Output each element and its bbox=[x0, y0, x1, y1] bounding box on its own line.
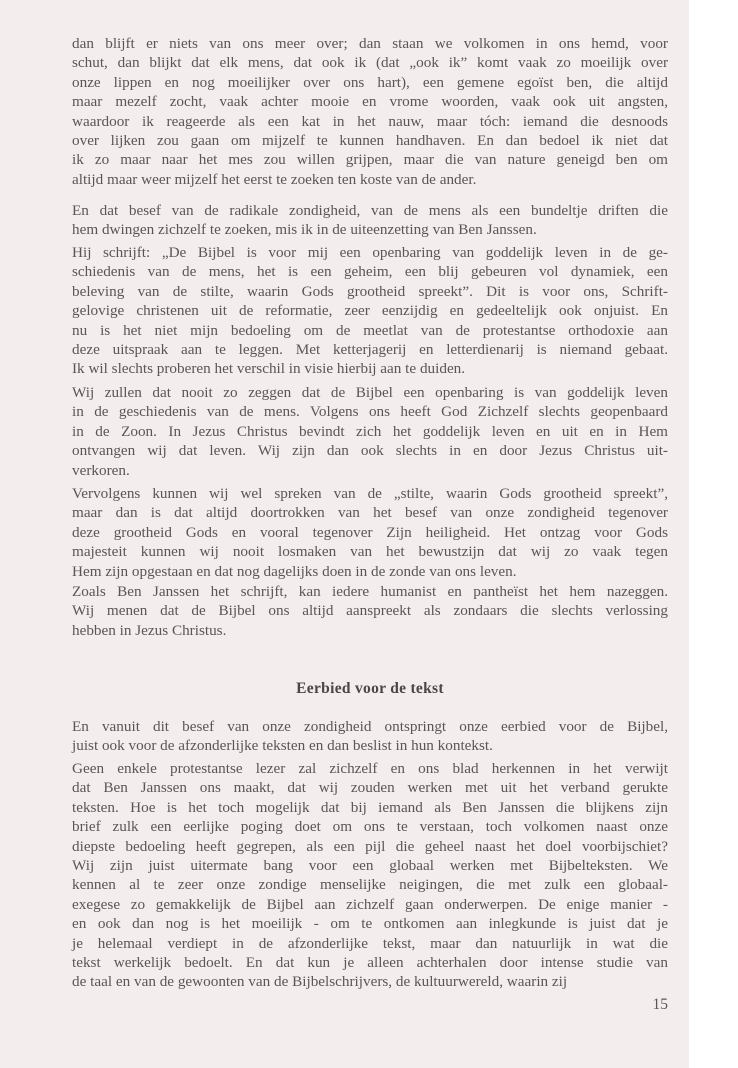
text-line: schiedenis van de mens, het is een geheim, een blij gebeuren vol dynamiek, een bbox=[72, 263, 668, 281]
text-line: Vervolgens kunnen wij wel spreken van de „stilte, waarin Gods grootheid spreekt”, bbox=[72, 485, 668, 502]
text-line: maar mezelf zocht, vaak achter mooie en vrome woorden, vaak ook uit angsten, bbox=[72, 93, 668, 111]
paragraph bbox=[72, 484, 668, 581]
page-number: 15 bbox=[652, 996, 668, 1013]
text-line: over lijken zou gaan om mijzelf te kunnen handhaven. En dan bedoel ik niet dat bbox=[72, 131, 668, 149]
text-line: teksten. Hoe is het toch mogelijk dat bij iemand als Ben Janssen die blijkens zijn bbox=[72, 798, 668, 816]
text-line: beleving van de stilte, waarin Gods grootheid spreekt”. Dit is voor ons, Schrift- bbox=[72, 282, 668, 300]
paragraph bbox=[72, 383, 668, 480]
text-line: in de Zoon. In Jezus Christus bevindt zich het goddelijk leven en uit en in Hem bbox=[72, 422, 668, 440]
text-line: Hem zijn opgestaan en dat nog dagelijks doen in de zonde van ons leven. bbox=[72, 562, 517, 580]
text-line: altijd maar weer mijzelf het eerst te zoeken ten koste van de ander. bbox=[72, 170, 477, 188]
text-line: Wij zijn juist uitermate bang voor een globaal werken met Bijbelteksten. We bbox=[72, 856, 668, 874]
text-line: Zoals Ben Janssen het schrijft, kan iedere humanist en pantheïst het hem nazeggen. bbox=[72, 583, 668, 600]
text-line: Ik wil slechts proberen het verschil in visie hierbij aan te duiden. bbox=[72, 360, 466, 378]
text-line: En vanuit dit besef van onze zondigheid ontspringt onze eerbied voor de Bijbel, bbox=[72, 718, 668, 735]
text-line: diepste bedoeling heeft gegrepen, als een pijl die geheel naast het doel voorbijschiet? bbox=[72, 837, 668, 855]
text-line: maar dan is dat altijd doortrokken van het besef van onze zondigheid tegenover bbox=[72, 504, 668, 522]
text-line: in de geschiedenis van de mens. Volgens ons heeft God Zichzelf slechts geopenbaard bbox=[72, 403, 668, 421]
text-line: Wij menen dat de Bijbel ons altijd aanspreekt als zondaars die slechts verlossing bbox=[72, 602, 668, 620]
text-line: Hij schrijft: „De Bijbel is voor mij een openbaring van goddelijk leven in de ge- bbox=[72, 244, 668, 261]
text-line: nu is het niet mijn bedoeling om de meetlat van de protestantse orthodoxie aan bbox=[72, 321, 668, 339]
paragraph bbox=[72, 717, 668, 756]
text-line: brief zulk een eerlijke poging doet om ons te verstaan, toch volkomen naast onze bbox=[72, 818, 668, 836]
paragraph bbox=[72, 582, 668, 640]
text-line: dat Ben Janssen ons maakt, dat wij zouden werken met uit het verband gerukte bbox=[72, 779, 668, 797]
text-line: hebben in Jezus Christus. bbox=[72, 621, 227, 639]
text-line: schut, dan blijkt dat elk mens, dat ook ik (dat „ook ik” komt vaak zo moeilijk over bbox=[72, 54, 668, 72]
text-line: onze lippen en nog moeilijker over ons hart), een gemene egoïst ben, die altijd bbox=[72, 73, 668, 91]
text-line: kennen al te zeer onze zondige menselijke neigingen, die met zulk een globaal- bbox=[72, 876, 668, 894]
text-line: ontvangen wij dat leven. Wij zijn dan ook slechts in en door Jezus Christus uit- bbox=[72, 442, 668, 460]
text-line: en ook dan nog is het moeilijk - om te ontkomen aan inlegkunde is juist dat je bbox=[72, 915, 668, 933]
section-heading: Eerbied voor de tekst bbox=[296, 680, 444, 697]
text-line: En dat besef van de radikale zondigheid, van de mens als een bundeltje driften die bbox=[72, 202, 668, 219]
text-line: de taal en van de gewoonten van de Bijbelschrijvers, de kultuurwereld, waarin zij bbox=[72, 973, 568, 991]
text-line: ik zo maar naar het mes zou willen grijpen, maar die van nature geneigd ben om bbox=[72, 151, 668, 169]
text-line: Geen enkele protestantse lezer zal zichzelf en ons blad herkennen in het verwijt bbox=[72, 760, 668, 777]
text-line: waardoor ik reageerde als een kat in het nauw, maar tóch: iemand die desnoods bbox=[72, 112, 668, 130]
text-line: je helemaal verdiept in de afzonderlijke tekst, maar dan natuurlijk in wat die bbox=[72, 934, 668, 952]
text-line: majesteit kunnen wij nooit losmaken van het bewustzijn dat wij zo vaak tegen bbox=[72, 543, 668, 561]
text-line: juist ook voor de afzonderlijke teksten en dan beslist in hun kontekst. bbox=[72, 737, 493, 755]
text-line: hem dwingen zichzelf te zoeken, mis ik in de uiteenzetting van Ben Janssen. bbox=[72, 221, 537, 239]
paragraph bbox=[72, 201, 668, 240]
paragraph bbox=[72, 759, 668, 992]
text-line: tekst werkelijk bedoelt. En dat kun je alleen achterhalen door intense studie van bbox=[72, 953, 668, 971]
paragraph bbox=[72, 243, 668, 379]
text-line: deze uitspraak aan te leggen. Met ketterjagerij en letterdienarij is niemand gebaat. bbox=[72, 340, 668, 358]
text-line: verkoren. bbox=[72, 461, 130, 479]
text-line: exegese zo gemakkelijk de Bijbel aan zichzelf gaan onderwerpen. De enige manier - bbox=[72, 895, 668, 913]
text-line: dan blijft er niets van ons meer over; dan staan we volkomen in ons hemd, voor bbox=[72, 35, 668, 52]
text-line: gelovige christenen uit de reformatie, zeer eenzijdig en gedeeltelijk ook onjuist. En bbox=[72, 302, 668, 320]
text-line: deze grootheid Gods en vooral tegenover Zijn heiligheid. Het ontzag voor Gods bbox=[72, 523, 668, 541]
text-line: Wij zullen dat nooit zo zeggen dat de Bijbel een openbaring is van goddelijk leven bbox=[72, 384, 668, 401]
paragraph bbox=[72, 34, 668, 189]
